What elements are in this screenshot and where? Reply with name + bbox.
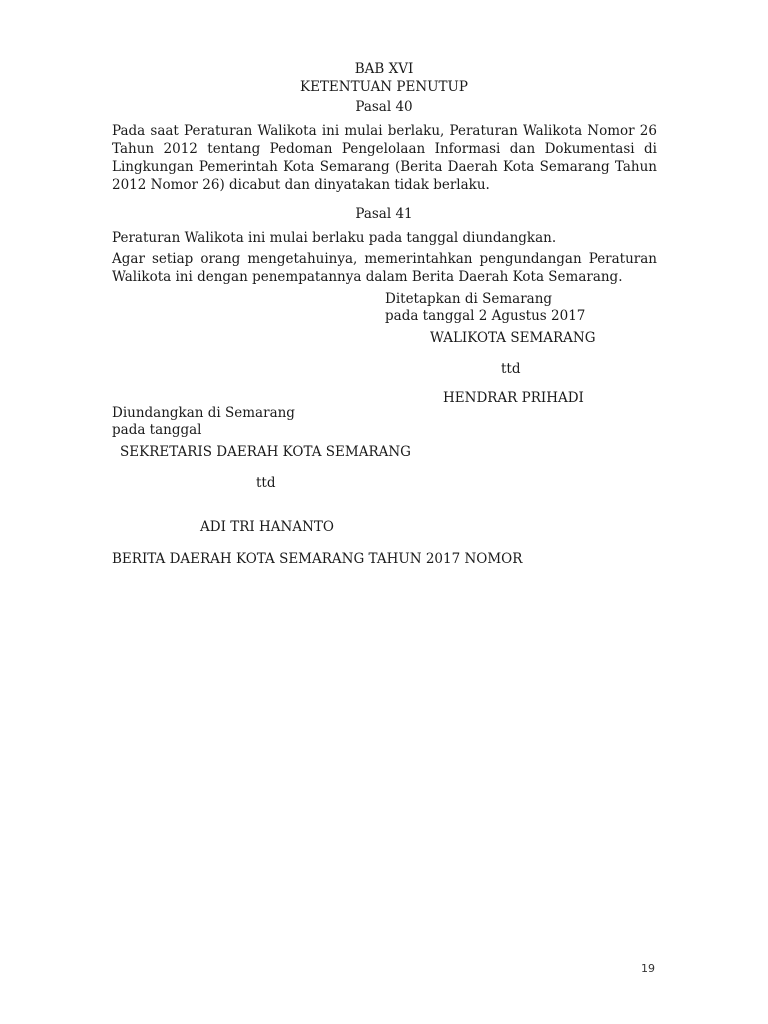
promulgation-date: pada tanggal xyxy=(112,422,202,438)
article-41-paragraph-1: Peraturan Walikota ini mulai berlaku pada tanggal diundangkan. xyxy=(112,230,557,246)
chapter-title: KETENTUAN PENUTUP xyxy=(299,79,469,95)
enactment-date: pada tanggal 2 Agustus 2017 xyxy=(385,308,586,324)
article-41-title: Pasal 41 xyxy=(355,206,413,222)
enactment-place: Ditetapkan di Semarang xyxy=(385,291,553,307)
page-number: 19 xyxy=(641,962,655,975)
gazette-reference: BERITA DAERAH KOTA SEMARANG TAHUN 2017 NOMOR xyxy=(112,551,523,567)
article-41-paragraph-2: Agar setiap orang mengetahuinya, memerintahkan pengundangan Peraturan Walikota ini dengan penempatannya dalam Berita Daerah Kota Semarang. xyxy=(112,251,657,285)
enactment-signature: ttd xyxy=(501,361,521,377)
chapter-heading: BAB XVI xyxy=(354,61,414,77)
article-40-title: Pasal 40 xyxy=(355,99,413,115)
article-40-text: Pada saat Peraturan Walikota ini mulai berlaku, Peraturan Walikota Nomor 26 Tahun 2012 tentang Pedoman Pengelolaan Informasi dan Dokumentasi di Lingkungan Pemerintah Kota Semarang (Berita Daerah Kota Semarang Tahun 2012 Nomor 26) dicabut dan dinyatakan tidak berlaku. xyxy=(112,123,657,193)
promulgation-name: ADI TRI HANANTO xyxy=(200,519,334,535)
enactment-name: HENDRAR PRIHADI xyxy=(443,390,584,406)
promulgation-signature: ttd xyxy=(256,475,276,491)
enactment-office: WALIKOTA SEMARANG xyxy=(430,330,596,346)
promulgation-place: Diundangkan di Semarang xyxy=(112,405,295,421)
promulgation-office: SEKRETARIS DAERAH KOTA SEMARANG xyxy=(120,444,411,460)
